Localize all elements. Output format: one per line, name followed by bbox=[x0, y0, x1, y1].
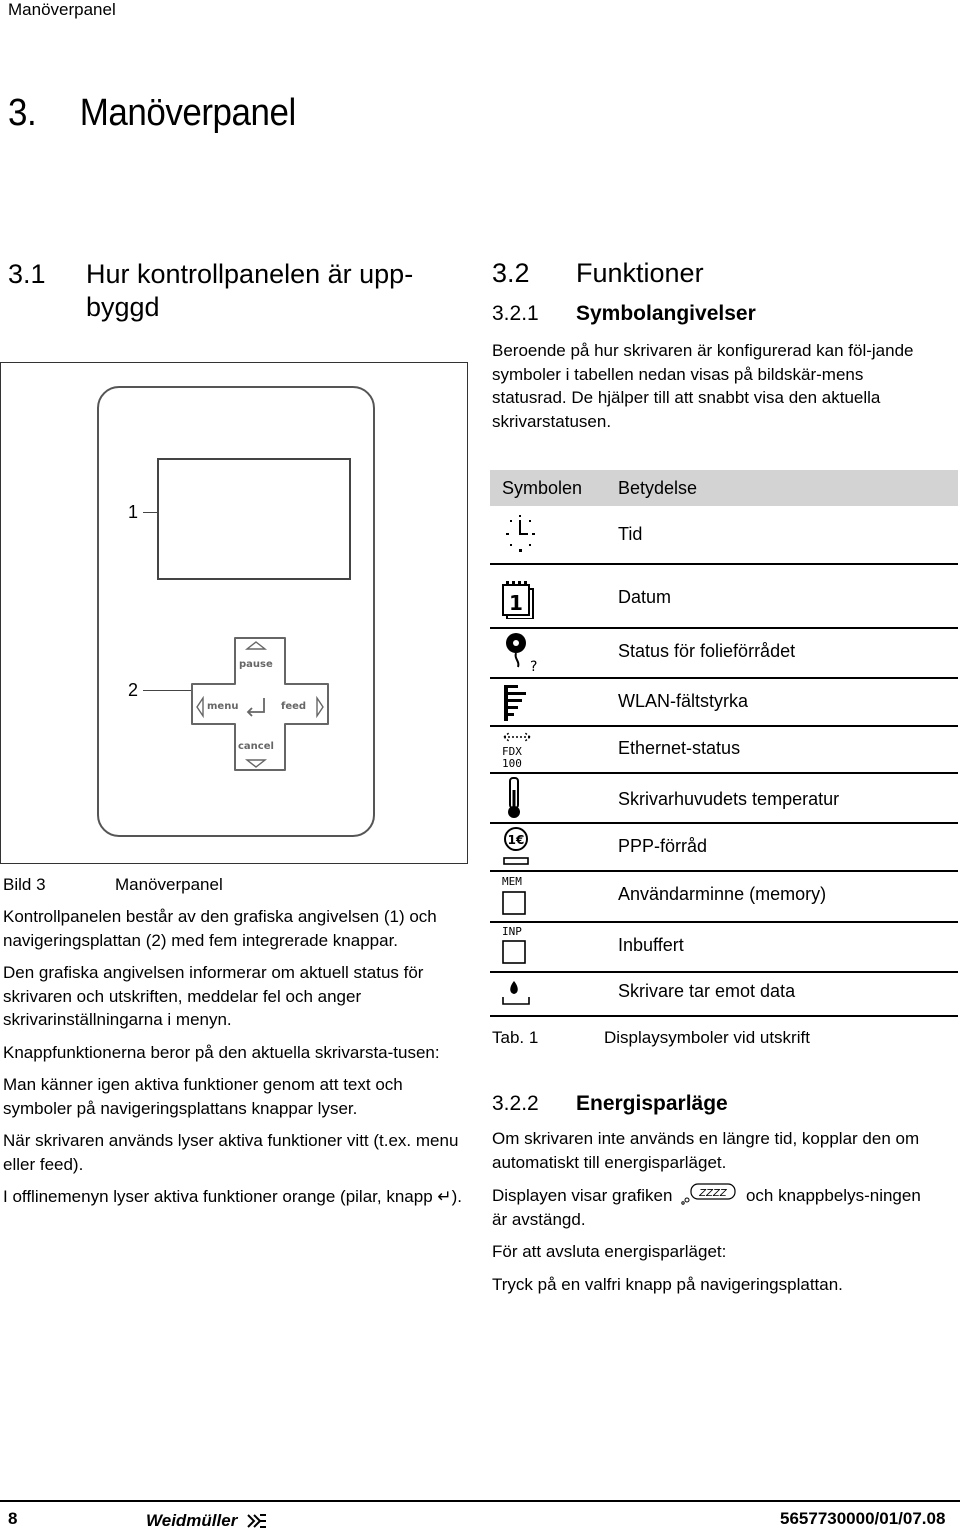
ppp-text: 1€ bbox=[507, 833, 525, 847]
subsection-title: Symbolangivelser bbox=[576, 302, 756, 325]
section-title: Funktioner bbox=[576, 258, 704, 288]
thermometer-icon bbox=[502, 776, 526, 820]
subsection-heading-3-2-1 bbox=[492, 302, 756, 326]
meaning-cell: Ethernet-status bbox=[618, 738, 741, 758]
subsection-title: Energisparläge bbox=[576, 1092, 728, 1115]
foil-supply-icon bbox=[502, 631, 542, 673]
table-header bbox=[490, 470, 958, 506]
paragraph-part: Displayen visar grafiken bbox=[492, 1186, 673, 1205]
running-header: Manöverpanel bbox=[8, 0, 116, 19]
document-number: 5657730000/01/07.08 bbox=[780, 1509, 946, 1528]
svg-text:?: ? bbox=[530, 659, 538, 673]
paragraph bbox=[492, 1183, 932, 1231]
callout-1: 1 bbox=[128, 502, 139, 522]
ethernet-fdx-text: FDX bbox=[502, 745, 522, 758]
chapter-title: Manöverpanel bbox=[79, 92, 296, 134]
meaning-cell: Skrivarhuvudets temperatur bbox=[618, 789, 840, 809]
ethernet-icon bbox=[500, 728, 540, 770]
section-number: 3.2 bbox=[492, 258, 530, 288]
subsection-heading-3-2-2 bbox=[492, 1092, 728, 1116]
callout-2: 2 bbox=[128, 680, 139, 700]
input-buffer-text: INP bbox=[502, 925, 522, 938]
paragraph: När skrivaren används lyser aktiva funktioner vitt (t.ex. menu eller feed). bbox=[3, 1131, 459, 1174]
calendar-icon bbox=[498, 579, 538, 619]
section-title: Hur kontrollpanelen är upp-byggd bbox=[86, 259, 414, 322]
meaning-cell: PPP-förråd bbox=[618, 836, 708, 856]
subsection-number: 3.2.1 bbox=[492, 302, 539, 325]
cancel-button[interactable]: cancel bbox=[238, 741, 274, 752]
page-number: 8 bbox=[8, 1509, 18, 1528]
section-heading-3-2 bbox=[492, 258, 704, 289]
table-row bbox=[490, 565, 958, 629]
input-buffer-icon bbox=[500, 925, 540, 967]
paragraph: Om skrivaren inte används en längre tid, kopplar den om automatiskt till energisparläget. bbox=[492, 1129, 920, 1172]
chapter-number: 3. bbox=[8, 92, 37, 134]
paragraph: Man känner igen aktiva funktioner genom att text och symboler på navigeringsplattans knappar lyser. bbox=[3, 1075, 403, 1118]
column-header-meaning: Betydelse bbox=[618, 478, 698, 498]
paragraph: Den grafiska angivelsen informerar om aktuell status för skrivaren och utskriften, meddelar fel och anger skrivarinställningarna i menyn. bbox=[3, 963, 424, 1029]
memory-icon bbox=[500, 874, 540, 918]
paragraph: Kontrollpanelen består av den grafiska angivelsen (1) och navigeringsplattan (2) med fem integrerade knappar. bbox=[3, 907, 437, 950]
meaning-cell: Skrivare tar emot data bbox=[618, 981, 796, 1001]
table-row bbox=[490, 506, 958, 565]
meaning-cell: Inbuffert bbox=[618, 935, 684, 955]
table-caption-label: Tab. 1 bbox=[492, 1028, 539, 1047]
ethernet-speed-text: 100 bbox=[502, 757, 522, 770]
table-row bbox=[490, 774, 958, 824]
callout-2-line bbox=[143, 690, 191, 691]
sleep-icon bbox=[681, 1183, 737, 1205]
callout-1-line bbox=[143, 512, 157, 513]
calendar-day-text: 1 bbox=[509, 591, 523, 615]
table-row bbox=[490, 923, 958, 973]
receiving-data-icon bbox=[500, 979, 540, 1009]
meaning-cell: Tid bbox=[618, 524, 643, 544]
ppp-icon bbox=[502, 826, 536, 868]
intro-paragraph: Beroende på hur skrivaren är konfigurerad kan föl-jande symboler i tabellen nedan visas på bildskär-mens statusrad. De hjälper till att snabbt visa den aktuella skrivarstatusen. bbox=[492, 341, 914, 431]
chapter-heading bbox=[8, 92, 296, 135]
pause-button[interactable]: pause bbox=[239, 659, 273, 670]
brand-mark-icon bbox=[246, 1513, 268, 1529]
meaning-cell: Status för folieförrådet bbox=[618, 641, 796, 661]
table-row bbox=[490, 727, 958, 774]
clock-icon bbox=[498, 514, 546, 554]
figure-caption bbox=[3, 873, 223, 897]
subsection-number: 3.2.2 bbox=[492, 1092, 539, 1115]
table-row bbox=[490, 629, 958, 679]
left-body-text bbox=[3, 905, 465, 1218]
paragraph: I offlinemenyn lyser aktiva funktioner orange (pilar, knapp ↵). bbox=[3, 1187, 462, 1206]
wlan-signal-icon bbox=[502, 683, 534, 723]
paragraph: Tryck på en valfri knapp på navigeringsplattan. bbox=[492, 1274, 843, 1294]
figure-caption-label: Bild 3 bbox=[3, 875, 46, 894]
table-row bbox=[490, 973, 958, 1017]
table-row bbox=[490, 824, 958, 872]
sleep-icon-text: ZZZZ bbox=[699, 1188, 727, 1199]
column-header-symbol: Symbolen bbox=[502, 478, 583, 498]
figure-caption-text: Manöverpanel bbox=[115, 875, 223, 894]
paragraph: Knappfunktionerna beror på den aktuella skrivarsta-tusen: bbox=[3, 1042, 440, 1062]
table-row bbox=[490, 872, 958, 923]
menu-button[interactable]: menu bbox=[207, 701, 239, 712]
meaning-cell: Användarminne (memory) bbox=[618, 884, 827, 904]
brand-logo bbox=[146, 1511, 268, 1531]
table-row bbox=[490, 679, 958, 727]
brand-logo-text: Weidmüller bbox=[146, 1511, 238, 1530]
section-number: 3.1 bbox=[8, 259, 46, 289]
meaning-cell: Datum bbox=[618, 587, 672, 607]
energy-text bbox=[492, 1127, 932, 1305]
graphic-display bbox=[157, 458, 351, 580]
footer-rule bbox=[0, 1500, 960, 1502]
paragraph-part: och knappbelys-ningen är avstängd. bbox=[492, 1186, 921, 1229]
table-caption-text: Displaysymboler vid utskrift bbox=[604, 1028, 810, 1047]
meaning-cell: WLAN-fältstyrka bbox=[618, 691, 749, 711]
memory-text: MEM bbox=[502, 875, 522, 888]
feed-button[interactable]: feed bbox=[281, 701, 307, 712]
paragraph: För att avsluta energisparläget: bbox=[492, 1242, 727, 1261]
